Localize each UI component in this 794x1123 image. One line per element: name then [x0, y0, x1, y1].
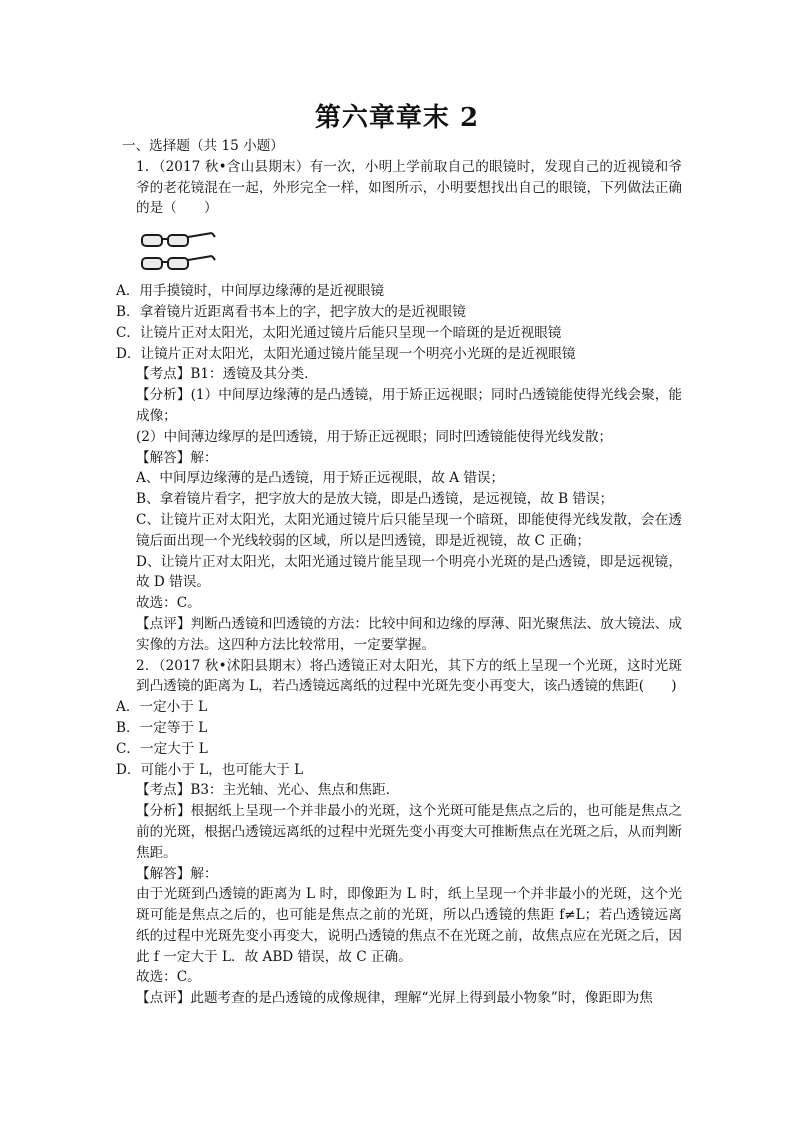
- question-1-option-b: B．拿着镜片近距离看书本上的字，把字放大的是近视眼镜: [116, 303, 466, 320]
- question-2-body: 由于光斑到凸透镜的距离为 L 时，即像距为 L 时，纸上呈现一个并非最小的光斑，这个光斑可能是焦点之后的，也可能是焦点之前的光斑，所以凸透镜的焦距 f≠L；若凸透镜远离纸的过程中光斑先变小再变大，说明凸透镜的焦点不在光斑之前，故焦点应在光斑之后，因此 f 一定大于 L．故 ABD 错误，故 C 正确。: [136, 886, 682, 965]
- question-2-jieda: 【解答】解：: [136, 865, 218, 882]
- question-2-stem: 2．（2017 秋•沭阳县期末）将凸透镜正对太阳光，其下方的纸上呈现一个光斑，这时光斑到凸透镜的距离为 L，若凸透镜远离纸的过程中光斑先变小再变大，该凸透镜的焦距( ): [136, 657, 682, 695]
- question-1-jieda: 【解答】解：: [136, 449, 218, 466]
- question-2-fenxi: 【分析】根据纸上呈现一个并非最小的光斑，这个光斑可能是焦点之后的，也可能是焦点之前的光斑，根据凸透镜远离纸的过程中光斑先变小再变大可推断焦点在光斑之后，从而判断焦距。: [136, 803, 682, 861]
- glasses-icon: [138, 229, 218, 277]
- question-1-answer-d: D、让镜片正对太阳光，太阳光通过镜片能呈现一个明亮小光斑的是凸透镜，即是远视镜，故 D 错误。: [136, 553, 682, 591]
- question-1-fenxi-2: (2）中间薄边缘厚的是凹透镜，用于矫正远视眼；同时凹透镜能使得光线发散；: [136, 428, 613, 445]
- glasses-figure: [138, 229, 218, 277]
- question-1-answer-c: C、让镜片正对太阳光，太阳光通过镜片后只能呈现一个暗斑，即能使得光线发散，会在透镜后面出现一个光线较弱的区域，所以是凹透镜，即是近视镜，故 C 正确；: [136, 511, 682, 549]
- question-2-option-c: C．一定大于 L: [116, 740, 208, 757]
- question-1-option-c: C．让镜片正对太阳光，太阳光通过镜片后能只呈现一个暗斑的是近视眼镜: [116, 324, 562, 341]
- question-1-answer-b: B、拿着镜片看字，把字放大的是放大镜，即是凸透镜，是远视镜，故 B 错误；: [136, 491, 614, 508]
- document-body: [116, 136, 682, 1009]
- question-1-stem: 1．（2017 秋•含山县期末）有一次，小明上学前取自己的眼镜时，发现自己的近视镜和爷爷的老花镜混在一起，外形完全一样，如图所示，小明要想找出自己的眼镜，下列做法正确的是（ ）: [136, 158, 682, 217]
- question-1-pingjia: 【点评】判断凸透镜和凹透镜的方法：比较中间和边缘的厚薄、阳光聚焦法、放大镜法、成实像的方法。这四种方法比较常用，一定要掌握。: [136, 615, 682, 653]
- question-1-option-a: A．用手摸镜时，中间厚边缘薄的是近视眼镜: [116, 283, 385, 300]
- question-2-option-d: D．可能小于 L，也可能大于 L: [116, 761, 304, 778]
- question-1-kaodian: 【考点】B1：透镜及其分类．: [136, 366, 318, 383]
- question-2-kaodian: 【考点】B3：主光轴、光心、焦点和焦距．: [136, 782, 400, 799]
- question-2-pingjia: 【点评】此题考查的是凸透镜的成像规律，理解“光屏上得到最小物象”时，像距即为焦: [136, 990, 653, 1007]
- question-1-answer-a: A、中间厚边缘薄的是凸透镜，用于矫正远视眼，故 A 错误；: [136, 470, 505, 487]
- question-1-choose: 故选：C。: [136, 595, 201, 612]
- question-2-option-b: B．一定等于 L: [116, 719, 208, 736]
- question-2-choose: 故选：C。: [136, 969, 201, 986]
- question-1-fenxi-1: 【分析】(1）中间厚边缘薄的是凸透镜，用于矫正远视眼；同时凸透镜能使得光线会聚，能成像；: [136, 387, 682, 424]
- section-heading: 一、选择题（共 15 小题）: [122, 138, 284, 154]
- question-1-option-d: D．让镜片正对太阳光，太阳光通过镜片能呈现一个明亮小光斑的是近视眼镜: [116, 345, 576, 362]
- question-2-option-a: A．一定小于 L: [116, 699, 208, 716]
- page-title: 第六章章末 2: [314, 103, 480, 133]
